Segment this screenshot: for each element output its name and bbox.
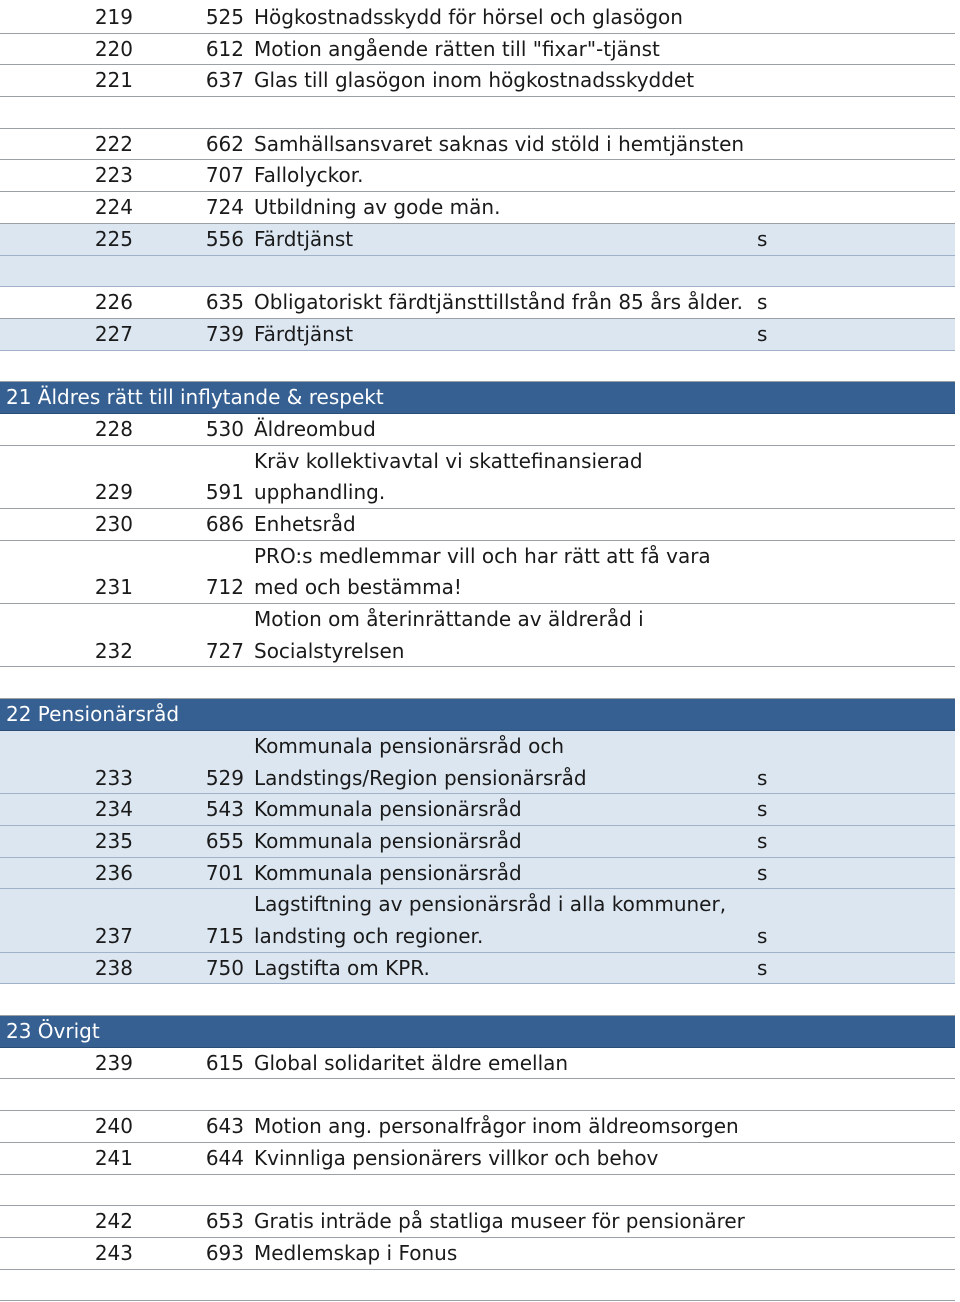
- motion-number: 635: [205, 290, 244, 315]
- motion-number: 543: [205, 797, 244, 822]
- row-line: [0, 509, 955, 541]
- table-row: [0, 34, 955, 66]
- row-line: [0, 1111, 955, 1143]
- item-number: 231: [94, 575, 133, 600]
- status-mark: s: [757, 860, 768, 885]
- row-line: [0, 414, 955, 446]
- row-line: [0, 1048, 955, 1080]
- item-number: 221: [94, 68, 133, 93]
- status-mark: s: [757, 924, 768, 948]
- motion-title: Motion om återinrättande av äldreråd i: [254, 607, 644, 632]
- status-mark: s: [757, 797, 768, 822]
- motion-number: 525: [205, 5, 244, 29]
- row-line: [0, 1238, 955, 1270]
- status-mark: s: [757, 290, 768, 315]
- row-line: [0, 953, 955, 985]
- table-row: [0, 319, 955, 351]
- status-mark: s: [757, 321, 768, 346]
- row-line: [0, 604, 955, 636]
- motion-title: Fallolyckor.: [254, 163, 364, 188]
- table-row: [0, 160, 955, 192]
- table-row: [0, 2, 955, 34]
- empty-row: [0, 1079, 955, 1111]
- motion-number: 750: [205, 955, 244, 980]
- status-mark: s: [757, 765, 768, 790]
- empty-row: [0, 256, 955, 288]
- empty-row: [0, 97, 955, 129]
- motion-title: Gratis inträde på statliga museer för pensionärer: [254, 1209, 745, 1234]
- table-row: [0, 826, 955, 858]
- motion-number: 693: [205, 1240, 244, 1265]
- motion-number: 727: [205, 638, 244, 663]
- motion-number: 715: [205, 924, 244, 948]
- motion-number: 529: [205, 765, 244, 790]
- motion-number: 530: [205, 416, 244, 441]
- item-number: 235: [94, 828, 133, 853]
- item-number: 226: [94, 290, 133, 315]
- table-row: [0, 65, 955, 97]
- row-line: [0, 826, 955, 858]
- row-line: [0, 477, 955, 509]
- item-number: 223: [94, 163, 133, 188]
- empty-row: [0, 667, 955, 699]
- motion-title: upphandling.: [254, 480, 386, 505]
- empty-row: [0, 1270, 955, 1302]
- motion-number: 712: [205, 575, 244, 600]
- motion-title: Äldreombud: [254, 416, 376, 441]
- row-line: [0, 287, 955, 319]
- motion-number: 644: [205, 1145, 244, 1170]
- item-number: 241: [94, 1145, 133, 1170]
- row-line: [0, 794, 955, 826]
- row-line: [0, 921, 955, 953]
- motion-number: 739: [205, 321, 244, 346]
- row-line: [0, 65, 955, 97]
- motion-number: 653: [205, 1209, 244, 1234]
- motion-title: Kommunala pensionärsråd: [254, 797, 522, 822]
- empty-row: [0, 984, 955, 1016]
- row-line: [0, 319, 955, 351]
- motion-title: Enhetsråd: [254, 512, 356, 537]
- row-line: [0, 1206, 955, 1238]
- motion-title: Lagstiftning av pensionärsråd i alla kommuner,: [254, 892, 727, 917]
- motion-title: Kommunala pensionärsråd och: [254, 733, 564, 758]
- motion-number: 556: [205, 226, 244, 251]
- table-row: [0, 446, 955, 509]
- motion-number: 643: [205, 1114, 244, 1139]
- status-mark: s: [757, 955, 768, 980]
- motion-title: Global solidaritet äldre emellan: [254, 1050, 569, 1075]
- row-line: [0, 1143, 955, 1175]
- section-title: 23 Övrigt: [6, 1019, 100, 1044]
- item-number: 233: [94, 765, 133, 790]
- row-line: [0, 541, 955, 573]
- table-row: [0, 731, 955, 794]
- item-number: 224: [94, 195, 133, 220]
- motion-number: 662: [205, 131, 244, 156]
- table-row: [0, 541, 955, 604]
- item-number: 222: [94, 131, 133, 156]
- row-line: [0, 192, 955, 224]
- table-row: [0, 129, 955, 161]
- motion-title: Färdtjänst: [254, 321, 354, 346]
- motion-title: Högkostnadsskydd för hörsel och glasögon: [254, 5, 683, 29]
- row-line: [0, 889, 955, 921]
- row-line: [0, 572, 955, 604]
- table-row: [0, 509, 955, 541]
- section-title: 22 Pensionärsråd: [6, 702, 180, 727]
- item-number: 230: [94, 512, 133, 537]
- item-number: 237: [94, 924, 133, 948]
- table-row: [0, 414, 955, 446]
- row-line: [0, 2, 955, 34]
- row-line: [0, 129, 955, 161]
- motion-title: landsting och regioner.: [254, 924, 484, 948]
- section-title: 21 Äldres rätt till inflytande & respekt: [6, 385, 384, 410]
- table-row: [0, 1111, 955, 1143]
- motion-title: Motion ang. personalfrågor inom äldreomsorgen: [254, 1114, 739, 1139]
- item-number: 229: [94, 480, 133, 505]
- item-number: 232: [94, 638, 133, 663]
- motion-title: Motion angående rätten till "fixar"-tjänst: [254, 36, 660, 61]
- motion-title: Socialstyrelsen: [254, 638, 405, 663]
- item-number: 238: [94, 955, 133, 980]
- item-number: 243: [94, 1240, 133, 1265]
- motion-number: 701: [205, 860, 244, 885]
- item-number: 227: [94, 321, 133, 346]
- table-row: [0, 889, 955, 952]
- motion-title: Kräv kollektivavtal vi skattefinansierad: [254, 448, 643, 473]
- motion-table: [0, 2, 960, 1301]
- motion-title: Kommunala pensionärsråd: [254, 860, 522, 885]
- motion-title: Landstings/Region pensionärsråd: [254, 765, 587, 790]
- motion-title: Samhällsansvaret saknas vid stöld i hemtjänsten: [254, 131, 745, 156]
- item-number: 234: [94, 797, 133, 822]
- item-number: 240: [94, 1114, 133, 1139]
- table-row: [0, 192, 955, 224]
- motion-number: 612: [205, 36, 244, 61]
- row-line: [0, 224, 955, 256]
- motion-number: 637: [205, 68, 244, 93]
- motion-number: 655: [205, 828, 244, 853]
- row-line: [0, 160, 955, 192]
- item-number: 242: [94, 1209, 133, 1234]
- motion-title: Lagstifta om KPR.: [254, 955, 430, 980]
- table-row: [0, 604, 955, 667]
- section-header: [0, 382, 955, 414]
- motion-number: 615: [205, 1050, 244, 1075]
- motion-number: 686: [205, 512, 244, 537]
- table-row: [0, 1206, 955, 1238]
- item-number: 228: [94, 416, 133, 441]
- motion-title: med och bestämma!: [254, 575, 462, 600]
- row-line: [0, 34, 955, 66]
- item-number: 219: [94, 5, 133, 29]
- row-line: [0, 446, 955, 478]
- empty-row: [0, 351, 955, 383]
- motion-title: Kommunala pensionärsråd: [254, 828, 522, 853]
- row-line: [0, 731, 955, 763]
- row-line: [0, 763, 955, 795]
- item-number: 225: [94, 226, 133, 251]
- item-number: 220: [94, 36, 133, 61]
- empty-row: [0, 1175, 955, 1207]
- section-header: [0, 1016, 955, 1048]
- motion-title: Utbildning av gode män.: [254, 195, 501, 220]
- item-number: 239: [94, 1050, 133, 1075]
- motion-title: Färdtjänst: [254, 226, 354, 251]
- status-mark: s: [757, 226, 768, 251]
- motion-title: PRO:s medlemmar vill och har rätt att få vara: [254, 543, 711, 568]
- motion-title: Kvinnliga pensionärers villkor och behov: [254, 1145, 659, 1170]
- motion-number: 707: [205, 163, 244, 188]
- row-line: [0, 636, 955, 668]
- row-line: [0, 858, 955, 890]
- table-row: [0, 1048, 955, 1080]
- motion-number: 724: [205, 195, 244, 220]
- table-row: [0, 224, 955, 256]
- table-row: [0, 953, 955, 985]
- motion-number: 591: [205, 480, 244, 505]
- motion-title: Medlemskap i Fonus: [254, 1240, 458, 1265]
- item-number: 236: [94, 860, 133, 885]
- section-header: [0, 699, 955, 731]
- table-row: [0, 1143, 955, 1175]
- status-mark: s: [757, 828, 768, 853]
- table-row: [0, 858, 955, 890]
- table-row: [0, 794, 955, 826]
- motion-title: Glas till glasögon inom högkostnadsskyddet: [254, 68, 695, 93]
- motion-title: Obligatoriskt färdtjänsttillstånd från 85 års ålder.: [254, 290, 743, 315]
- table-row: [0, 287, 955, 319]
- table-row: [0, 1238, 955, 1270]
